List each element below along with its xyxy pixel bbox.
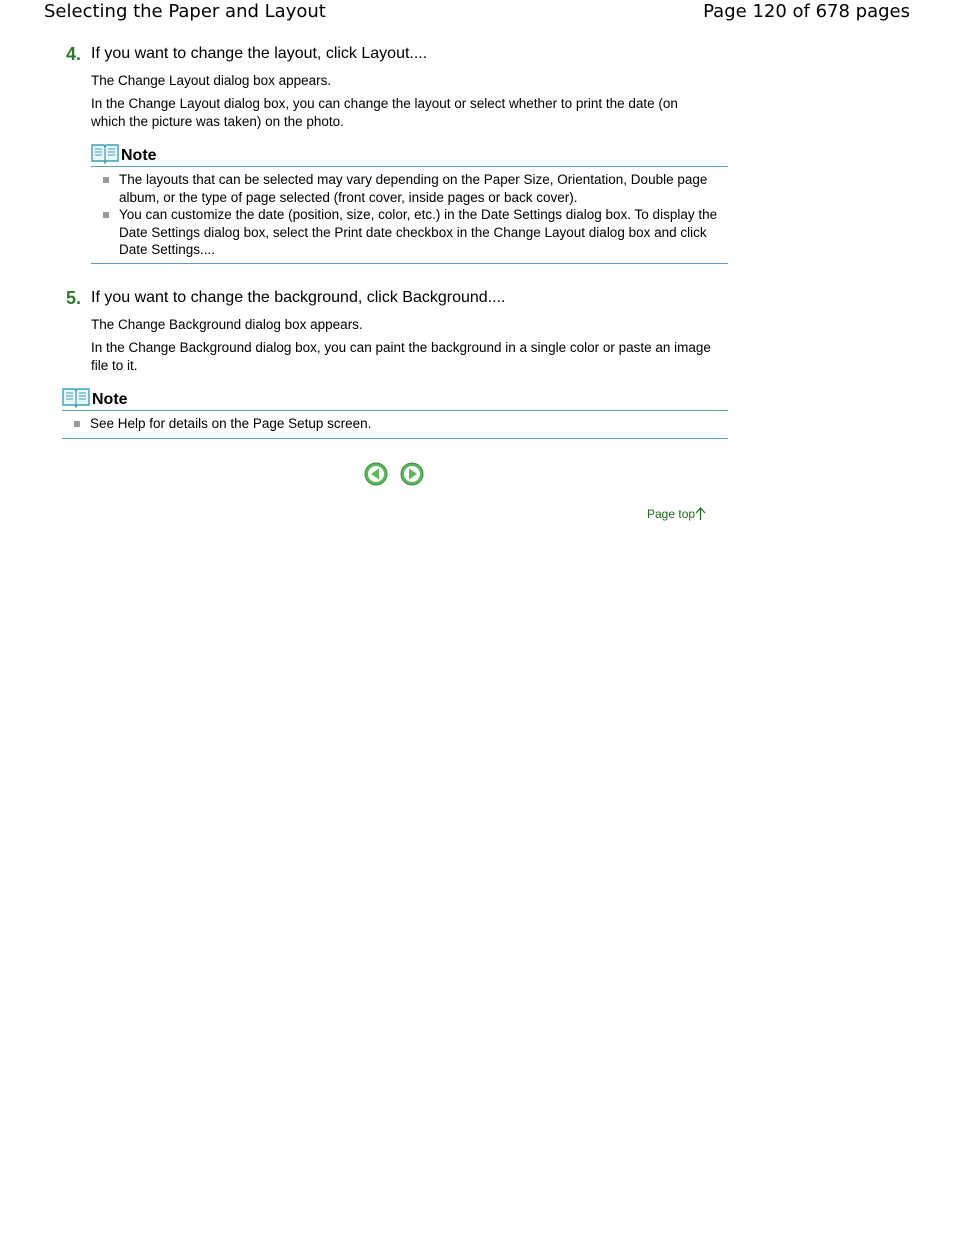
arrow-up-icon <box>695 507 706 521</box>
page-count: Page 120 of 678 pages <box>703 1 910 22</box>
note-label: Note <box>92 391 128 408</box>
bullet-square-icon <box>103 212 109 218</box>
step-5-paragraph-1: The Change Background dialog box appears. <box>91 317 363 332</box>
note-list <box>62 415 728 433</box>
page-navigation <box>364 462 426 488</box>
note-item <box>62 415 728 433</box>
step-5-paragraph-2: In the Change Background dialog box, you can paint the background in a single color or paste an image file to it. <box>91 340 711 373</box>
page-title: Selecting the Paper and Layout <box>44 1 326 22</box>
step-number: 5. <box>66 288 82 308</box>
step-4-note <box>91 142 728 264</box>
arrow-left-circle-icon[interactable] <box>364 462 388 486</box>
step-heading: If you want to change the layout, click Layout.... <box>91 45 428 62</box>
note-item-text: The layouts that can be selected may vary depending on the Paper Size, Orientation, Double page album, or the type of page selected (front cover, inside pages or back cover). <box>119 172 708 205</box>
note-item-text: You can customize the date (position, size, color, etc.) in the Date Settings dialog box. To display the Date Settings dialog box, select the Print date checkbox in the Change Layout dialog box and click Date Settings.... <box>119 207 718 257</box>
note-header <box>62 386 728 411</box>
bullet-square-icon <box>74 421 80 427</box>
step-4-paragraph-2: In the Change Layout dialog box, you can change the layout or select whether to print the date (on which the picture was taken) on the photo. <box>91 96 678 129</box>
note-item-text: See Help for details on the Page Setup screen. <box>90 416 372 431</box>
arrow-right-circle-icon[interactable] <box>400 462 424 486</box>
page-top-label: Page top <box>647 507 696 521</box>
note-header <box>91 142 728 167</box>
note-item <box>91 206 728 259</box>
bullet-square-icon <box>103 177 109 183</box>
step-heading: If you want to change the background, click Background.... <box>91 289 506 306</box>
note-item <box>91 171 728 206</box>
note-label: Note <box>121 147 157 164</box>
note-book-icon <box>62 386 90 408</box>
general-note <box>62 386 728 439</box>
note-book-icon <box>91 142 119 164</box>
note-list <box>91 171 728 259</box>
page-header <box>0 0 954 26</box>
step-number: 4. <box>66 44 82 64</box>
step-4-paragraph-1: The Change Layout dialog box appears. <box>91 73 332 88</box>
page-top-link[interactable] <box>647 507 706 521</box>
